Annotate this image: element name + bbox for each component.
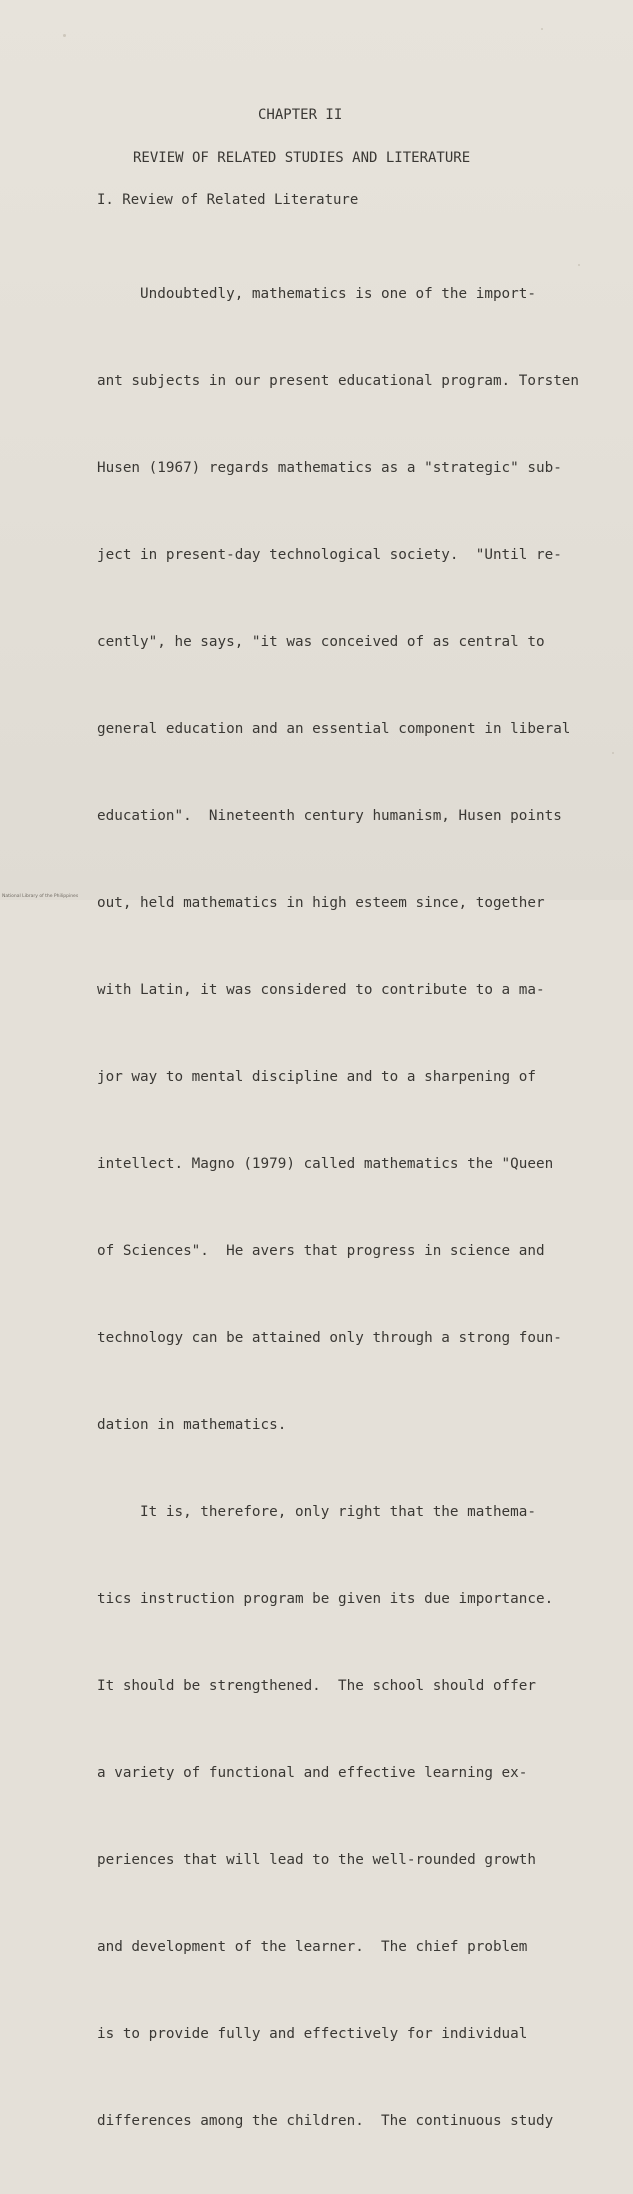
body-line: intellect. Magno (1979) called mathematics the "Queen xyxy=(97,1156,554,1172)
body-line: ant subjects in our present educational program. Torsten xyxy=(97,373,580,389)
body-line: It should be strengthened. The school should offer xyxy=(97,1678,536,1694)
body-line: jor way to mental discipline and to a sharpening of xyxy=(97,1069,536,1085)
body-line: periences that will lead to the well-rounded growth xyxy=(97,1852,536,1868)
footer-watermark: National Library of the Philippines xyxy=(2,894,79,899)
body-line: out, held mathematics in high esteem since, together xyxy=(97,895,545,911)
body-line: technology can be attained only through a strong foun- xyxy=(97,1330,562,1346)
paper-speck xyxy=(63,34,66,37)
section-title: REVIEW OF RELATED STUDIES AND LITERATURE xyxy=(133,150,471,166)
body-line: tics instruction program be given its due importance. xyxy=(97,1591,554,1607)
chapter-heading: CHAPTER II xyxy=(258,107,343,123)
body-line: Undoubtedly, mathematics is one of the import- xyxy=(97,286,536,302)
body-text xyxy=(97,222,579,2194)
body-line: of Sciences". He avers that progress in science and xyxy=(97,1243,545,1259)
paper-speck xyxy=(612,752,614,754)
body-line: differences among the children. The continuous study xyxy=(97,2113,554,2129)
body-line: and development of the learner. The chief problem xyxy=(97,1939,528,1955)
body-line: with Latin, it was considered to contribute to a ma- xyxy=(97,982,545,998)
body-line: ject in present-day technological society. "Until re- xyxy=(97,547,562,563)
subsection-heading: I. Review of Related Literature xyxy=(97,192,359,208)
body-line: Husen (1967) regards mathematics as a "strategic" sub- xyxy=(97,460,562,476)
body-line: a variety of functional and effective learning ex- xyxy=(97,1765,528,1781)
paper-speck xyxy=(541,28,543,30)
body-line: cently", he says, "it was conceived of as central to xyxy=(97,634,545,650)
body-line: It is, therefore, only right that the mathema- xyxy=(97,1504,536,1520)
body-line: general education and an essential component in liberal xyxy=(97,721,571,737)
body-line: dation in mathematics. xyxy=(97,1417,287,1433)
body-line: is to provide fully and effectively for individual xyxy=(97,2026,528,2042)
body-line: education". Nineteenth century humanism, Husen points xyxy=(97,808,562,824)
